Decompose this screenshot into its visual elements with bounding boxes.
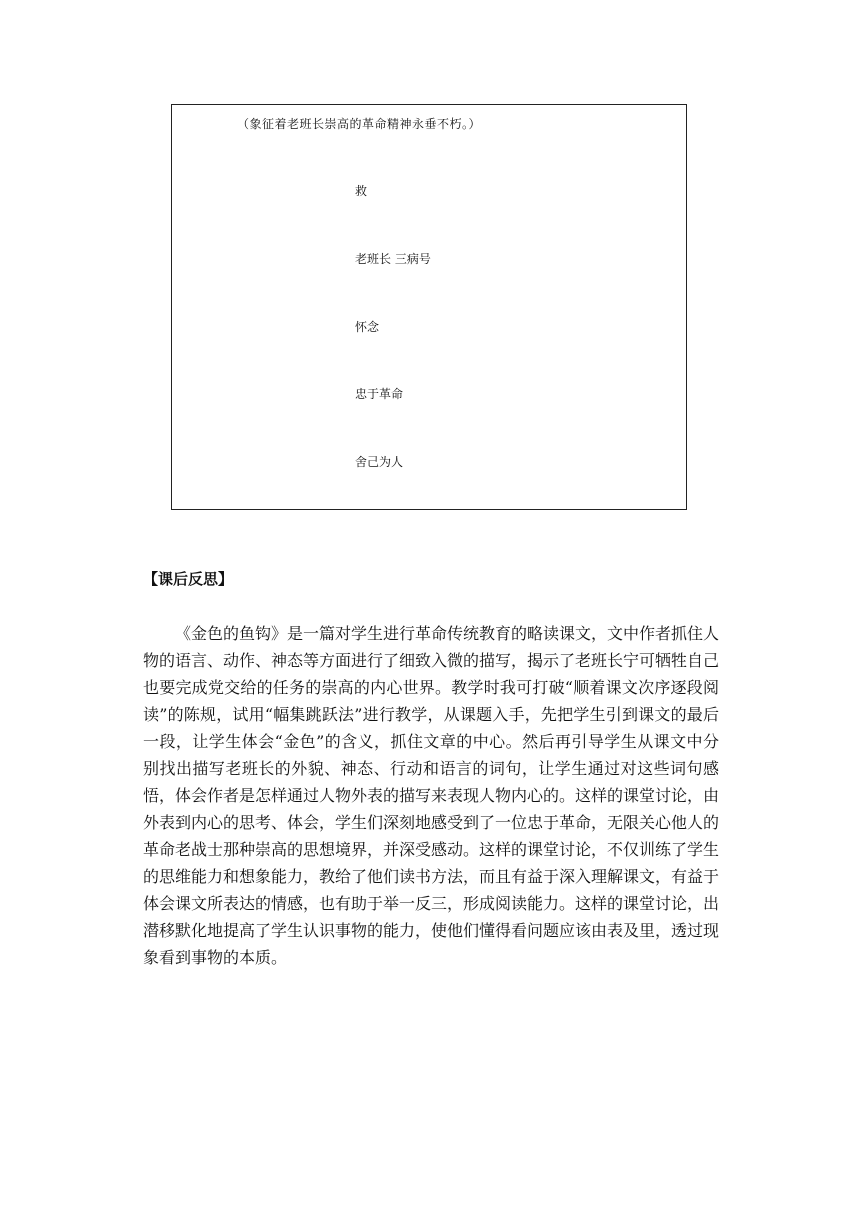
blackboard-design-box (171, 104, 687, 510)
reflection-heading: 【课后反思】 (143, 570, 234, 588)
board-line-remember: 怀念 (355, 320, 380, 334)
board-line-loyal: 忠于革命 (355, 387, 404, 401)
board-line-save: 救 (355, 184, 368, 198)
board-caption: （象征着老班长崇高的革命精神永垂不朽。） (237, 117, 482, 131)
reflection-paragraph: 《金色的鱼钩》是一篇对学生进行革命传统教育的略读课文，文中作者抓住人物的语言、动作、神态等方面进行了细致入微的描写，揭示了老班长宁可牺牲自己也要完成党交给的任务的崇高的内心世界。教学时我可打破“顺着课文次序逐段阅读”的陈规，试用“幅集跳跃法”进行教学，从课题入手，先把学生引到课文的最后一段，让学生体会“金色”的含义，抓住文章的中心。然后再引导学生从课文中分别找出描写老班长的外貌、神态、行动和语言的词句，让学生通过对这些词句感悟，体会作者是怎样通过人物外表的描写来表现人物内心的。这样的课堂讨论，由外表到内心的思考、体会，学生们深刻地感受到了一位忠于革命，无限关心他人的革命老战士那种崇高的思想境界，并深受感动。这样的课堂讨论，不仅训练了学生的思维能力和想象能力，教给了他们读书方法，而且有益于深入理解课文，有益于体会课文所表达的情感，也有助于举一反三，形成阅读能力。这样的课堂讨论，出潜移默化地提高了学生认识事物的能力，使他们懂得看问题应该由表及里，透过现象看到事物的本质。 (143, 624, 720, 967)
board-line-characters: 老班长 三病号 (355, 252, 431, 266)
board-line-selfless: 舍己为人 (355, 455, 404, 469)
